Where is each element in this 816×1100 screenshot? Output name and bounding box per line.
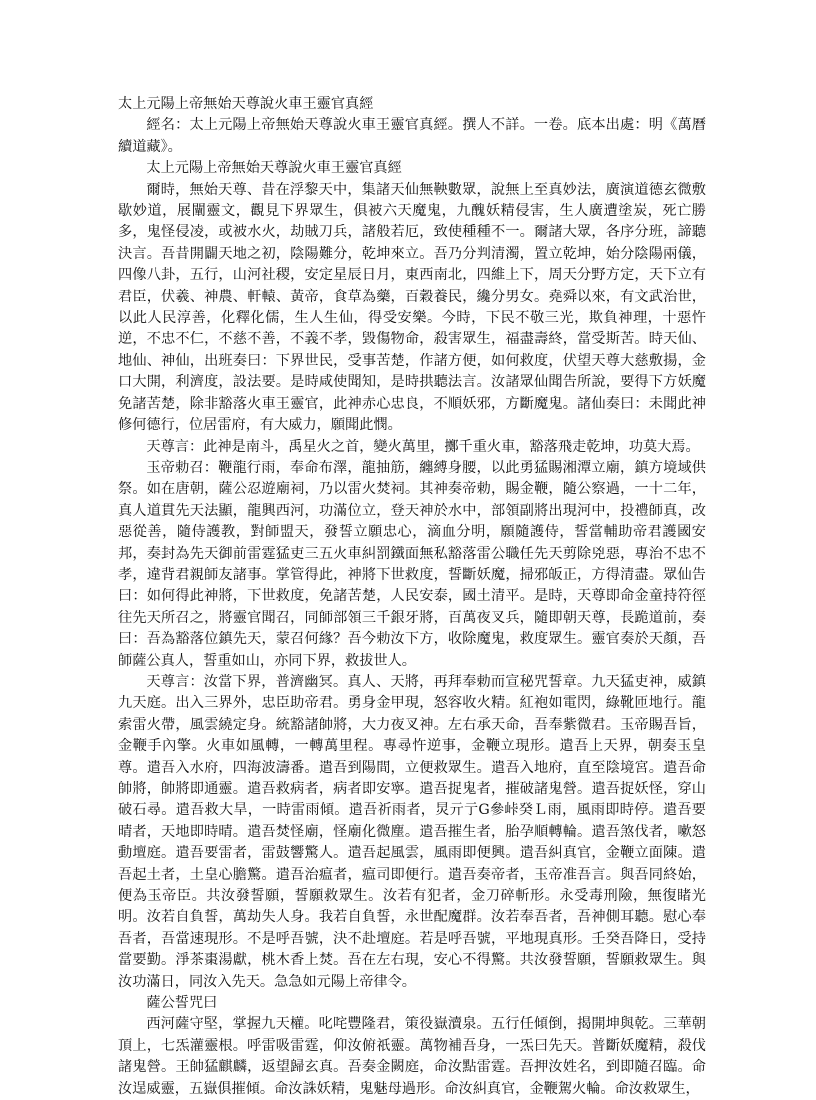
paragraph-opening: 爾時，無始天尊、昔在浮黎天中，集諸天仙無鞅數眾，說無上至真妙法，廣演道德玄微敷歇妙道，展闡靈文，觀見下界眾生，俱被六天魔鬼，九醜妖精侵害，生人廣遭塗炭，死亡勝多，鬼怪侵凌，或被水火，劫賊刀兵，諸般若厄，致使種種不一。爾諸大眾，各序分班，諦聽決言。吾昔開闢天地之初，陰陽難分，乾坤來立。吾乃分判清濁，置立乾坤，始分陰陽兩儀，四像八卦，五行，山河社稷，安定星辰日月，東西南北，四維上下，周天分野方定，天下立有君臣，伏羲、神農、軒轅、黃帝，食草為藥，百穀養民，纔分男女。堯舜以來，有文武治世，以此人民淳善，化釋化儒，生人生仙，得受安樂。今時，下民不敬三光，欺負神理，十惡忤逆，不忠不仁，不慈不善，不義不孝，毀傷物命，殺害眾生，福盡壽終，當受斯苦。時天仙、地仙、神仙，出班奏曰：下界世民，受事苦楚，作諸方便，如何救度，伏望天尊大慈敷揚，金口大開，利濟度，設法要。是時咸使聞知，是時拱聽法言。汝諸眾仙聞告所說，要得下方妖魔免諸苦楚，除非豁落火車王靈官，此神赤心忠良，不順妖邪，方斷魔鬼。諸仙奏曰：未聞此神修何德行，位居雷府，有大威力，願聞此憫。 — [118, 181, 706, 434]
document-meta: 經名：太上元陽上帝無始天尊說火車王靈官真經。撰人不詳。一卷。底本出處：明《萬曆續道藏》。 — [118, 117, 706, 155]
document-sub-title: 太上元陽上帝無始天尊說火車王靈官真經 — [146, 160, 402, 177]
paragraph-yudi-edict: 玉帝勅召：鞭龍行雨，奉命布澤，龍抽筋，纏縛身腰，以此勇猛賜湘潭立廟，鎮方境域供祭。如在唐朝，薩公忍遊廟祠，乃以雷火焚祠。其神奏帝勅，賜金鞭，隨公察過，一十二年，真人道貫先天法顯，龍興西河，功滿位立，登天神於水中，部領副將出現河中，投禮師真，改惡從善，隨侍護教，對師盟天，發誓立願忠心，滴血分明，願隨護侍，誓當輔助帝君護國安邦，奏封為先天御前雷霆猛吏三五火車糾罰鐵面無私豁落雷公職任先天剪除兇惡，專治不忠不孝，違背君親師友諸事。掌管得此，神將下世救度，誓斷妖魔，掃邪皈正，方得清盡。眾仙告曰：如何得此神將，下世救度，免諸苦楚，人民安泰，國土清平。是時，天尊即命金童持符徑往先天所召之，將靈官聞召，同師部領三千銀牙將，百萬夜叉兵，隨即朝天尊，長跪道前，奏曰：吾為豁落位鎮先天，蒙召何緣？吾今勅汝下方，收除魔鬼，救度眾生。靈官奏於天顏，吾師薩公真人，誓重如山，亦同下界，救拔世人。 — [118, 459, 706, 669]
document-page — [118, 94, 706, 1100]
mantra-title: 薩公誓咒曰 — [146, 995, 218, 1012]
paragraph-tianzun-2: 天尊言：汝當下界，普濟幽冥。真人、天將，再拜奉勅而宣秘咒誓章。九天猛吏神，威鎮九天庭。出入三界外，忠臣助帝君。勇身金甲現，怒容收火精。紅袍如電閃，綠靴匝地行。龍索雷火帶，風雲繞定身。統豁諸帥將，大力夜叉神。左右承天命，吾奉紫微君。玉帝賜吾旨，金鞭手內擎。火車如風轉，一轉萬里程。專尋忤逆事，金鞭立現形。遣吾上天界，朝奏玉皇尊。遣吾入水府，四海波濤番。遣吾到陽間，立便救眾生。遣吾入地府，直至陰境宮。遣吾命帥將，帥將即通靈。遣吾救病者，病者即安寧。遣吾捉鬼者，摧破諸鬼營。遣吾捉妖怪，穿山破石尋。遣吾救大旱，一時雷雨傾。遣吾祈雨者，炅亓亍G參峠癸Ｌ雨，風雨即時停。遣吾要晴者，天地即時晴。遣吾焚怪廟，怪廟化微塵。遣吾摧生者，胎孕順轉輪。遣吾煞伐者，嗽怒動壇庭。遣吾要雷者，雷鼓響驚人。遣吾起風雲，風雨即便興。遣吾糾真官，金鞭立面陳。遣吾起土者，土皇心膽驚。遣吾治瘟者，瘟司即便行。遣吾奏帝者，玉帝准吾言。與吾同終始，便為玉帝臣。共汝發誓願，誓願救眾生。汝若有犯者，金刀碎斬形。永受毒刑險，無復睹光明。汝若自負誓，萬劫失人身。我若自負誓，永世配魔群。汝若奉吾者，吾神側耳聽。慰心奉吾者，吾當速現形。不是呼吾號，決不赴壇庭。若是呼吾號，平地現真形。壬癸吾降日，受持當要勤。淨茶棗湯獻，桃木香上焚。吾在左右現，安心不得驚。共汝發誓願，誓願救眾生。與汝功滿日，同汝入先天。急急如元陽上帝律令。 — [118, 673, 706, 990]
document-header-title: 太上元陽上帝無始天尊說火車王靈官真經 — [118, 96, 374, 112]
mantra-text: 西河薩守堅，掌握九天權。叱咤豐隆君，策役嶽瀆泉。五行任傾倒，揭開坤與乾。三華朝頂上，七炁灌靈根。呼雷吸雷霆，仰汝俯祇靈。萬物補吾身，一炁曰先天。普斷妖魔精，殺伐諸鬼營。王帥猛麒麟，返望歸玄真。吾奏金闕庭，命汝點雷霆。吾押汝姓名，到即隨召臨。命汝逞威靈，五嶽俱摧傾。命汝誅妖精，鬼魅母過形。命汝糾真官，金鞭駕火輪。命汝救眾生， — [118, 1016, 706, 1097]
paragraph-tianzun-1: 天尊言：此神是南斗，禹星火之首，變火萬里，擲千重火車，豁落飛走乾坤，功莫大焉。 — [146, 438, 700, 455]
